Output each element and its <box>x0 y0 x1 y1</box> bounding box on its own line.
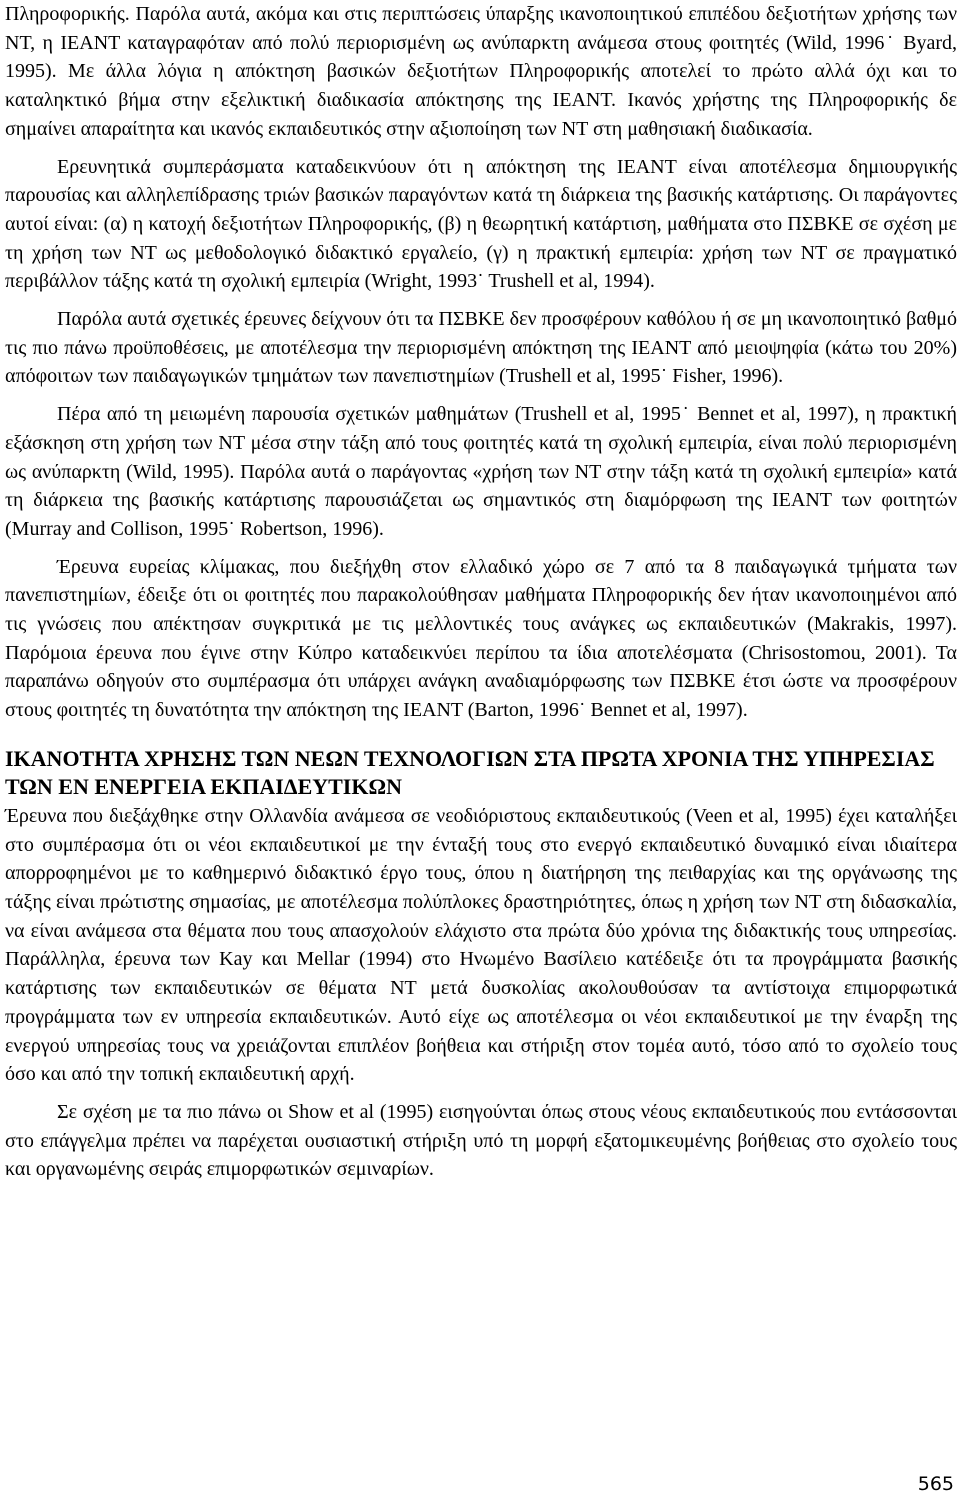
paragraph-3: Παρόλα αυτά σχετικές έρευνες δείχνουν ότι τα ΠΣΒΚΕ δεν προσφέρουν καθόλου ή σε μη ικανοποιητικό βαθμό τις πιο πάνω προϋποθέσεις, με αποτέλεσμα την περιορισμένη απόκτηση της ΙΕΑΝΤ από μειοψηφία (κάτω του 20%) απόφοιτων των παιδαγωγικών τμημάτων των πανεπιστημίων (Trushell et al, 1995˙ Fisher, 1996). <box>5 308 957 388</box>
paragraph-5: Έρευνα ευρείας κλίμακας, που διεξήχθη στον ελλαδικό χώρο σε 7 από τα 8 παιδαγωγικά τμήματα των πανεπιστημίων, έδειξε ότι οι φοιτητές που παρακολούθησαν μαθήματα Πληροφορικής δεν ήταν ικανοποιημένοι από τις γνώσεις που απέκτησαν συγκριτικά με τις μελλοντικές τους ανάγκες ως εκπαιδευτικών (Makrakis, 1997). Παρόμοια έρευνα που έγινε στην Κύπρο καταδεικνύει περίπου τα ίδια αποτελέσματα (Chrisostomou, 2001). Τα παραπάνω οδηγούν στο συμπέρασμα ότι υπάρχει ανάγκη αναδιαμόρφωσης των ΠΣΒΚΕ έτσι ώστε να προσφέρουν στους φοιτητές τη δυνατότητα την απόκτηση της ΙΕΑΝΤ (Barton, 1996˙ Bennet et al, 1997). <box>5 555 957 722</box>
page-number: 565 <box>917 1473 954 1495</box>
page-text-body <box>5 0 957 1184</box>
section-heading: ΙΚΑΝΟΤΗΤΑ ΧΡΗΣΗΣ ΤΩΝ ΝΕΩΝ ΤΕΧΝΟΛΟΓΙΩΝ ΣΤΑ ΠΡΩΤΑ ΧΡΟΝΙΑ ΤΗΣ ΥΠΗΡΕΣΙΑΣ ΤΩΝ ΕΝ ΕΝΕΡΓΕΙΑ ΕΚΠΑΙΔΕΥΤΙΚΩΝ <box>5 745 935 800</box>
paragraph-2: Ερευνητικά συμπεράσματα καταδεικνύουν ότι η απόκτηση της ΙΕΑΝΤ είναι αποτέλεσμα δημιουργικής παρουσίας και αλληλεπίδρασης τριών βασικών παραγόντων κατά τη διάρκεια της βασικής κατάρτισης. Οι παράγοντες αυτοί είναι: (α) η κατοχή δεξιοτήτων Πληροφορικής, (β) η θεωρητική κατάρτιση, μαθήματα στο ΠΣΒΚΕ σε σχέση με τη χρήση των ΝΤ ως μεθοδολογικό διδακτικό εργαλείο, (γ) η πρακτική εμπειρία: χρήση των ΝΤ σε πραγματικό περιβάλλον τάξης κατά τη σχολική εμπειρία (Wright, 1993˙ Trushell et al, 1994). <box>5 155 957 293</box>
paragraph-1: Πληροφορικής. Παρόλα αυτά, ακόμα και στις περιπτώσεις ύπαρξης ικανοποιητικού επιπέδου δεξιοτήτων χρήσης των ΝΤ, η ΙΕΑΝΤ καταγραφόταν από πολύ περιορισμένη ως ανύπαρκτη ανάμεσα στους φοιτητές (Wild, 1996˙ Byard, 1995). Με άλλα λόγια η απόκτηση βασικών δεξιοτήτων Πληροφορικής αποτελεί το πρώτο αλλά όχι και το καταληκτικό βήμα στην εξελικτική διαδικασία απόκτησης της ΙΕΑΝΤ. Ικανός χρήστης της Πληροφορικής δε σημαίνει απαραίτητα και ικανός εκπαιδευτικός στην αξιοποίηση των ΝΤ στη μαθησιακή διαδικασία. <box>5 3 957 140</box>
paragraph-4: Πέρα από τη μειωμένη παρουσία σχετικών μαθημάτων (Trushell et al, 1995˙ Bennet et al, 1997), η πρακτική εξάσκηση στη χρήση των ΝΤ μέσα στην τάξη από τους φοιτητές κατά τη σχολική εμπειρία, είναι πολύ περιορισμένη ως ανύπαρκτη (Wild, 1995). Παρόλα αυτά ο παράγοντας «χρήση των ΝΤ στην τάξη κατά τη σχολική εμπειρία» κατά τη διάρκεια της βασικής κατάρτισης παρουσιάζεται ως σημαντικός στη διαμόρφωση της ΙΕΑΝΤ των φοιτητών (Murray and Collison, 1995˙ Robertson, 1996). <box>5 403 957 540</box>
section-paragraph-1: Έρευνα που διεξάχθηκε στην Ολλανδία ανάμεσα σε νεοδιόριστους εκπαιδευτικούς (Veen et al, 1995) έχει καταλήξει στο συμπέρασμα ότι οι νέοι εκπαιδευτικοί με την ένταξή τους στο ενεργό εκπαιδευτικό δυναμικό είναι ιδιαίτερα απορροφημένοι με το καθημερινό διδακτικό έργο τους, όπου η διατήρηση της πειθαρχίας και της οργάνωσης της τάξης είναι πρώτιστης σημασίας, με αποτέλεσμα πολύπλοκες δραστηριότητες, όπως η χρήση των ΝΤ στη διδασκαλία, να είναι ανάμεσα στα θέματα που τους απασχολούν ελάχιστο στα πρώτα δύο χρόνια της διδακτικής τους υπηρεσίας. Παράλληλα, έρευνα των Kay και Mellar (1994) στο Ηνωμένο Βασίλειο κατέδειξε ότι τα προγράμματα βασικής κατάρτισης των εκπαιδευτικών σε θέματα ΝΤ μετά δυσκολίας ακολουθούσαν τα αντίστοιχα επιμορφωτικά προγράμματα των εν υπηρεσία εκπαιδευτικών. Αυτό είχε ως αποτέλεσμα οι νέοι εκπαιδευτικοί με την έναρξη της ενεργού υπηρεσίας τους να χρειάζονται επιπλέον βοήθεια και στήριξη στον τομέα αυτό, τόσο από το σχολείο τους όσο και από την τοπική εκπαιδευτική αρχή. <box>5 804 957 1086</box>
section-paragraph-2: Σε σχέση με τα πιο πάνω οι Show et al (1995) εισηγούνται όπως στους νέους εκπαιδευτικούς που εντάσσονται στο επάγγελμα πρέπει να παρέχεται ουσιαστική στήριξη υπό τη μορφή εξατομικευμένης βοήθειας στο σχολείο τους και οργανωμένης σειράς επιμορφωτικών σεμιναρίων. <box>5 1100 957 1181</box>
